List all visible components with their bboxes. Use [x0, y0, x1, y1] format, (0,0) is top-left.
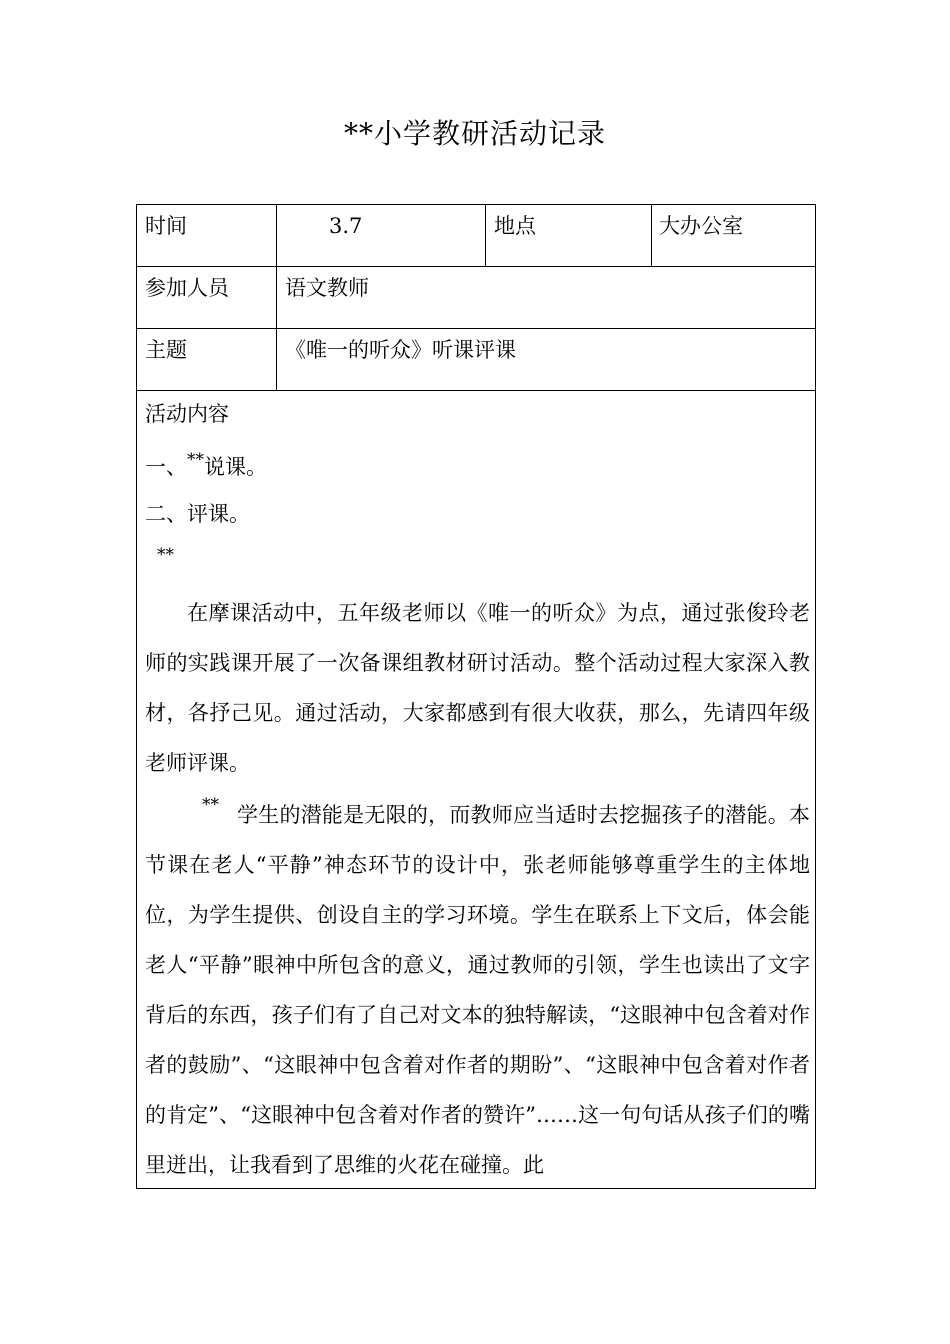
- topic-value: 《唯一的听众》听课评课: [285, 338, 516, 362]
- item-two: 二、评课。: [145, 502, 250, 526]
- item-one-text: 说课。: [204, 455, 267, 479]
- paragraph-two-block: [145, 790, 810, 1190]
- paragraph-one: 在摩课活动中，五年级老师以《唯一的听众》为点，通过张俊玲老师的实践课开展了一次备课组教材研讨活动。整个活动过程大家深入教材，各抒己见。通过活动，大家都感到有很大收获，那么，先请四年级老师评课。: [145, 601, 810, 775]
- column-divider: [276, 205, 277, 391]
- participants-label: 参加人员: [145, 276, 229, 300]
- item-one: [145, 450, 267, 483]
- speaker-one: **: [157, 545, 174, 565]
- item-one-prefix: 一、: [145, 455, 187, 479]
- topic-label: 主题: [145, 338, 187, 362]
- row-divider: [137, 266, 815, 267]
- activity-content-heading: 活动内容: [145, 402, 229, 426]
- place-value: 大办公室: [659, 214, 743, 238]
- place-label: 地点: [494, 214, 536, 238]
- speaker-two: **: [202, 795, 219, 815]
- row-divider: [137, 390, 815, 391]
- column-divider: [651, 205, 652, 267]
- document-title: **小学教研活动记录: [343, 117, 606, 150]
- paragraph-two: 学生的潜能是无限的，而教师应当适时去挖掘孩子的潜能。本节课在老人“平静”神态环节的设计中，张老师能够尊重学生的主体地位，为学生提供、创设自主的学习环境。学生在联系上下文后，体会能老人“平静”眼神中所包含的意义，通过教师的引领，学生也读出了文字背后的东西，孩子们有了自己对文本的独特解读，“这眼神中包含着对作者的鼓励”、“这眼神中包含着对作者的期盼”、“这眼神中包含着对作者的肯定”、“这眼神中包含着对作者的赞许”……这一句句话从孩子们的嘴里迸出，让我看到了思维的火花在碰撞。此: [145, 803, 810, 1177]
- record-table: [136, 204, 816, 1189]
- row-divider: [137, 328, 815, 329]
- column-divider: [485, 205, 486, 267]
- paragraph-one-block: [145, 588, 810, 788]
- time-label: 时间: [145, 214, 187, 238]
- item-one-stars: **: [187, 450, 204, 470]
- time-value: 3.7: [329, 214, 363, 238]
- participants-value: 语文教师: [285, 276, 369, 300]
